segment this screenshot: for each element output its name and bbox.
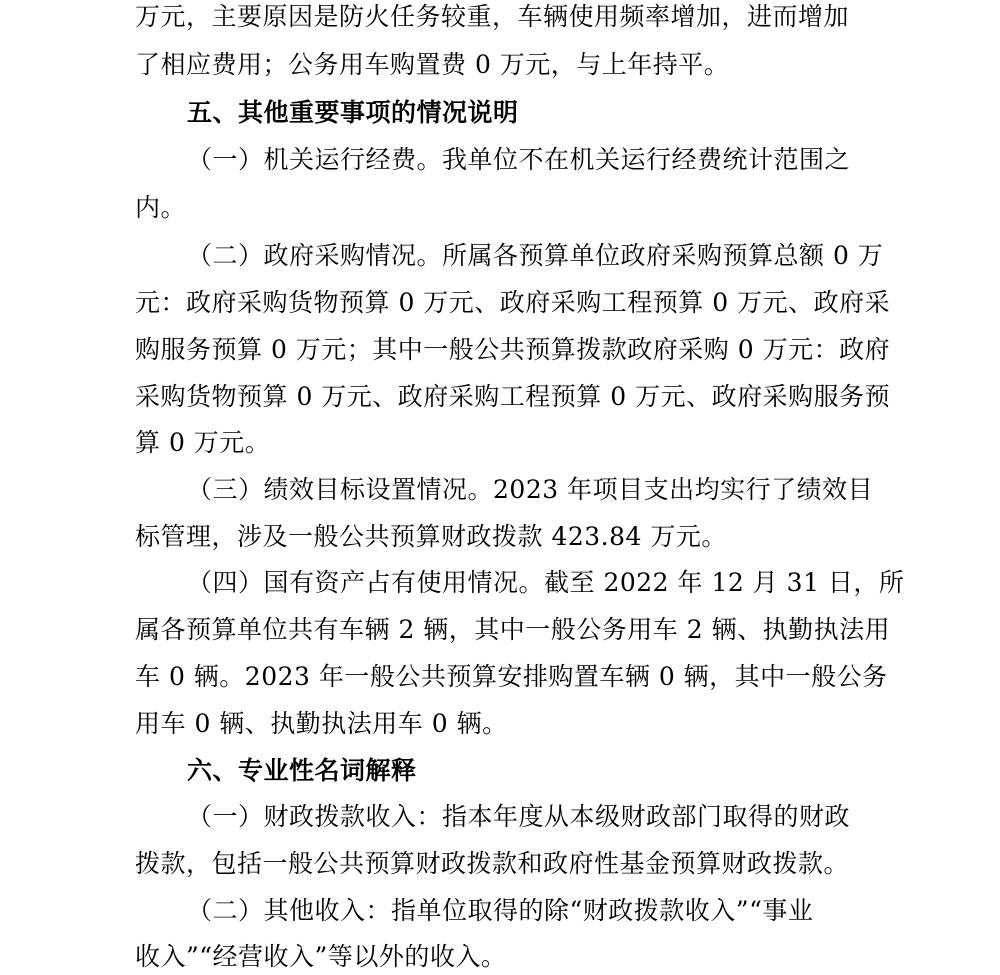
- section-heading: 六、专业性名词解释: [187, 756, 417, 785]
- text-line: 收入”“经营收入”等以外的收入。: [135, 942, 507, 971]
- text-line: 车 0 辆。2023 年一般公共预算安排购置车辆 0 辆，其中一般公务: [135, 662, 888, 691]
- text-line: 内。: [135, 193, 187, 222]
- text-line: （一）财政拨款收入：指本年度从本级财政部门取得的财政: [187, 802, 851, 831]
- section-heading: 五、其他重要事项的情况说明: [187, 98, 519, 127]
- text-line: 元：政府采购货物预算 0 万元、政府采购工程预算 0 万元、政府采: [135, 288, 891, 317]
- text-line: 了相应费用；公务用车购置费 0 万元，与上年持平。: [135, 50, 730, 79]
- text-line: 标管理，涉及一般公共预算财政拨款 423.84 万元。: [135, 522, 727, 551]
- text-line: 用车 0 辆、执勤执法用车 0 辆。: [135, 709, 508, 738]
- text-line: （三）绩效目标设置情况。2023 年项目支出均实行了绩效目: [187, 475, 874, 504]
- text-line: （二）其他收入：指单位取得的除“财政拨款收入”“事业: [187, 896, 814, 925]
- text-line: （二）政府采购情况。所属各预算单位政府采购预算总额 0 万: [187, 241, 884, 270]
- text-line: （四）国有资产占有使用情况。截至 2022 年 12 月 31 日，所: [187, 568, 905, 597]
- text-line: 采购货物预算 0 万元、政府采购工程预算 0 万元、政府采购服务预: [135, 382, 891, 411]
- text-line: （一）机关运行经费。我单位不在机关运行经费统计范围之: [187, 145, 851, 174]
- text-line: 购服务预算 0 万元；其中一般公共预算拨款政府采购 0 万元：政府: [135, 335, 891, 364]
- text-line: 属各预算单位共有车辆 2 辆，其中一般公务用车 2 辆、执勤执法用: [135, 615, 891, 644]
- text-line: 算 0 万元。: [135, 428, 271, 457]
- text-line: 拨款，包括一般公共预算财政拨款和政府性基金预算财政拨款。: [135, 849, 850, 878]
- text-line: 万元，主要原因是防火任务较重，车辆使用频率增加，进而增加: [135, 2, 850, 31]
